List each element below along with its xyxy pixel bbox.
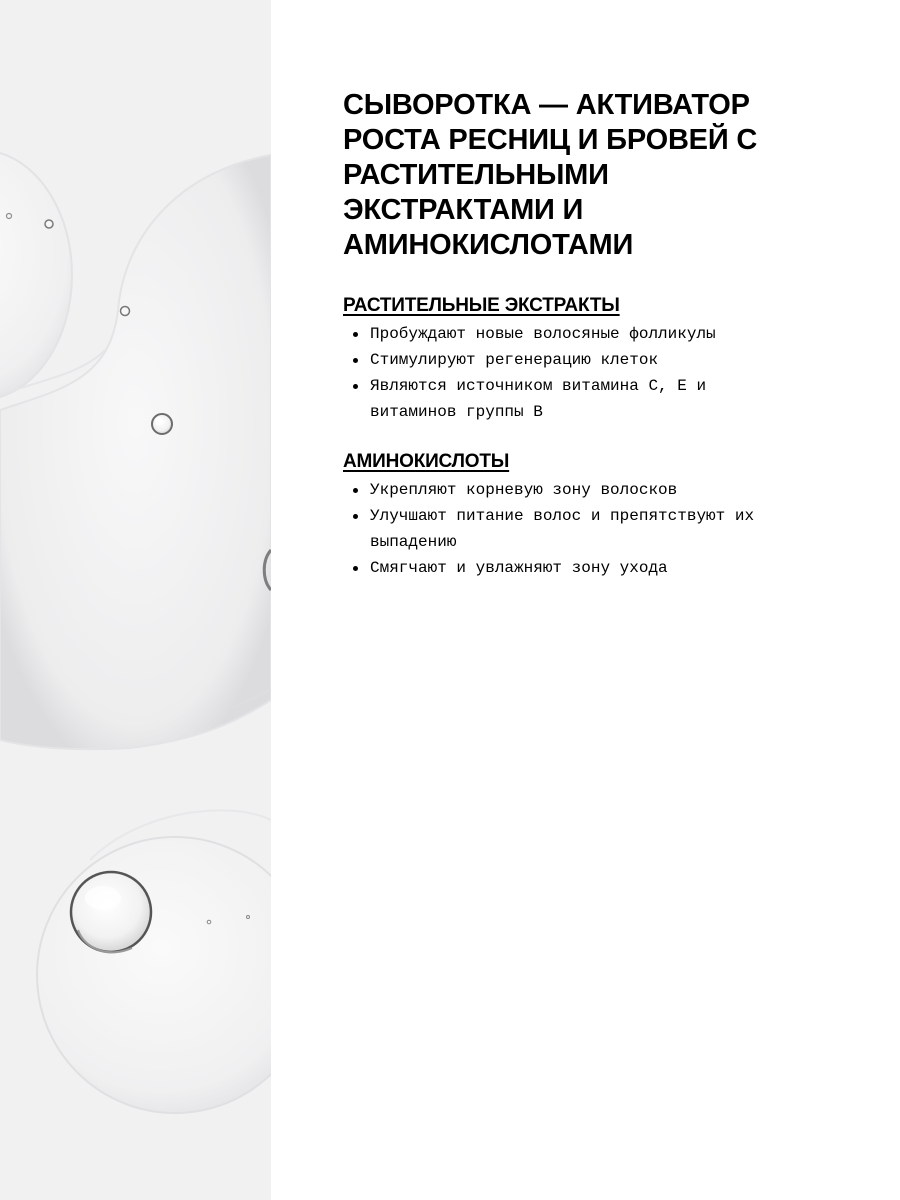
serum-bubbles-image (0, 0, 271, 1200)
serum-bubbles-illustration (0, 0, 271, 1200)
list-item: Являются источником витамина С, Е и витаминов группы В (343, 373, 800, 425)
amino-acids-list (343, 477, 863, 581)
product-description (343, 88, 863, 581)
product-title: СЫВОРОТКА — АКТИВАТОР РОСТА РЕСНИЦ И БРОВЕЙ С РАСТИТЕЛЬНЫМИ ЭКСТРАКТАМИ И АМИНОКИСЛОТАМИ (343, 89, 758, 261)
plant-extracts-section (343, 295, 863, 425)
list-item: Укрепляют корневую зону волосков (343, 477, 800, 503)
plant-extracts-list (343, 321, 863, 425)
list-item: Улучшают питание волос и препятствуют их выпадению (343, 503, 800, 555)
list-item: Пробуждают новые волосяные фолликулы (343, 321, 800, 347)
amino-acids-heading: АМИНОКИСЛОТЫ (343, 451, 510, 472)
plant-extracts-heading: РАСТИТЕЛЬНЫЕ ЭКСТРАКТЫ (343, 295, 620, 316)
list-item: Стимулируют регенерацию клеток (343, 347, 800, 373)
amino-acids-section (343, 451, 863, 581)
list-item: Смягчают и увлажняют зону ухода (343, 555, 800, 581)
